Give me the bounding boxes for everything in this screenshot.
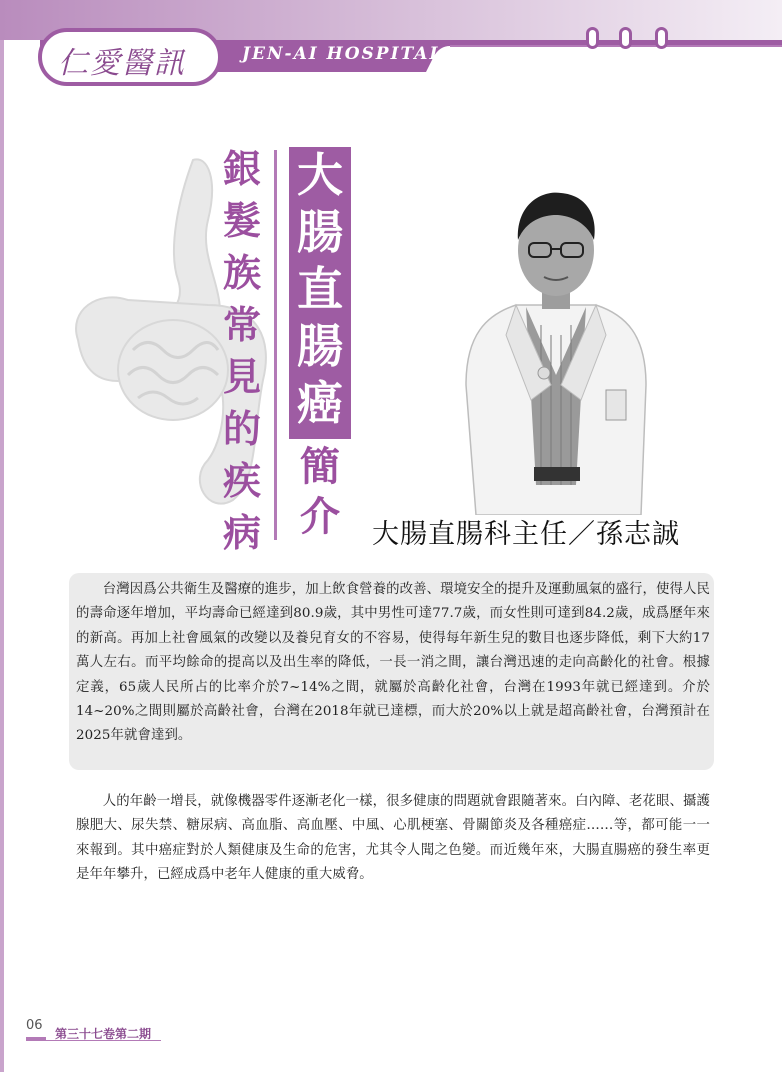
title-suffix-vertical: 簡 介 bbox=[300, 444, 340, 540]
page-number: 06 bbox=[26, 1018, 43, 1033]
intro-paragraph: 台灣因爲公共衛生及醫療的進步，加上飲食營養的改善、環境安全的提升及運動風氣的盛行，使得人民的壽命逐年增加，平均壽命已經達到80.9歲，其中男性可達77.7歲，而女性則可達到84.2歲，成爲歷年來的新高。再加上社會風氣的改變以及養兒育女的不容易，使得每年新生兒的數目也逐步降低，剩下大約17萬人左右。而平均餘命的提高以及出生率的降低，一長一消之間，讓台灣迅速的走向高齡化的社會。根據定義，65歲人民所占的比率介於7~14%之間，就屬於高齡化社會，台灣在1993年就已經達到。介於14~20%之間則屬於高齡社會，台灣在2018年就已達標，而大於20%以上就是超高齡社會，台灣預計在2025年就會達到。 bbox=[76, 582, 710, 744]
brand-chinese-logo: 仁愛醫訊 bbox=[58, 46, 186, 81]
body-paragraph: 人的年齡一增長，就像機器零件逐漸老化一樣，很多健康的問題就會跟隨著來。白內障、老花眼、攝護腺肥大、尿失禁、糖尿病、高血脂、高血壓、中風、心肌梗塞、骨關節炎及各種癌症……等，都可能一一來報到。其中癌症對於人類健康及生命的危害，尤其令人聞之色變。而近幾年來，大腸直腸癌的發生率更是年年攀升，已經成爲中老年人健康的重大威脅。 bbox=[76, 794, 710, 883]
left-edge-rule bbox=[0, 0, 4, 1072]
main-title-vertical: 大 腸 直 腸 癌 bbox=[297, 148, 343, 430]
title-divider bbox=[274, 150, 277, 540]
author-byline: 大腸直腸科主任／孫志誠 bbox=[372, 519, 680, 550]
binder-tab-icon bbox=[586, 27, 599, 49]
binder-tab-icon bbox=[655, 27, 668, 49]
issue-label: 第三十七卷第二期 bbox=[55, 1027, 152, 1041]
brand-english-name: JEN-AI HOSPITAL bbox=[242, 44, 444, 64]
doctor-portrait bbox=[456, 185, 656, 515]
subtitle-vertical: 銀 髮 族 常 見 的 疾 病 bbox=[222, 147, 261, 555]
binder-tab-icon bbox=[619, 27, 632, 49]
